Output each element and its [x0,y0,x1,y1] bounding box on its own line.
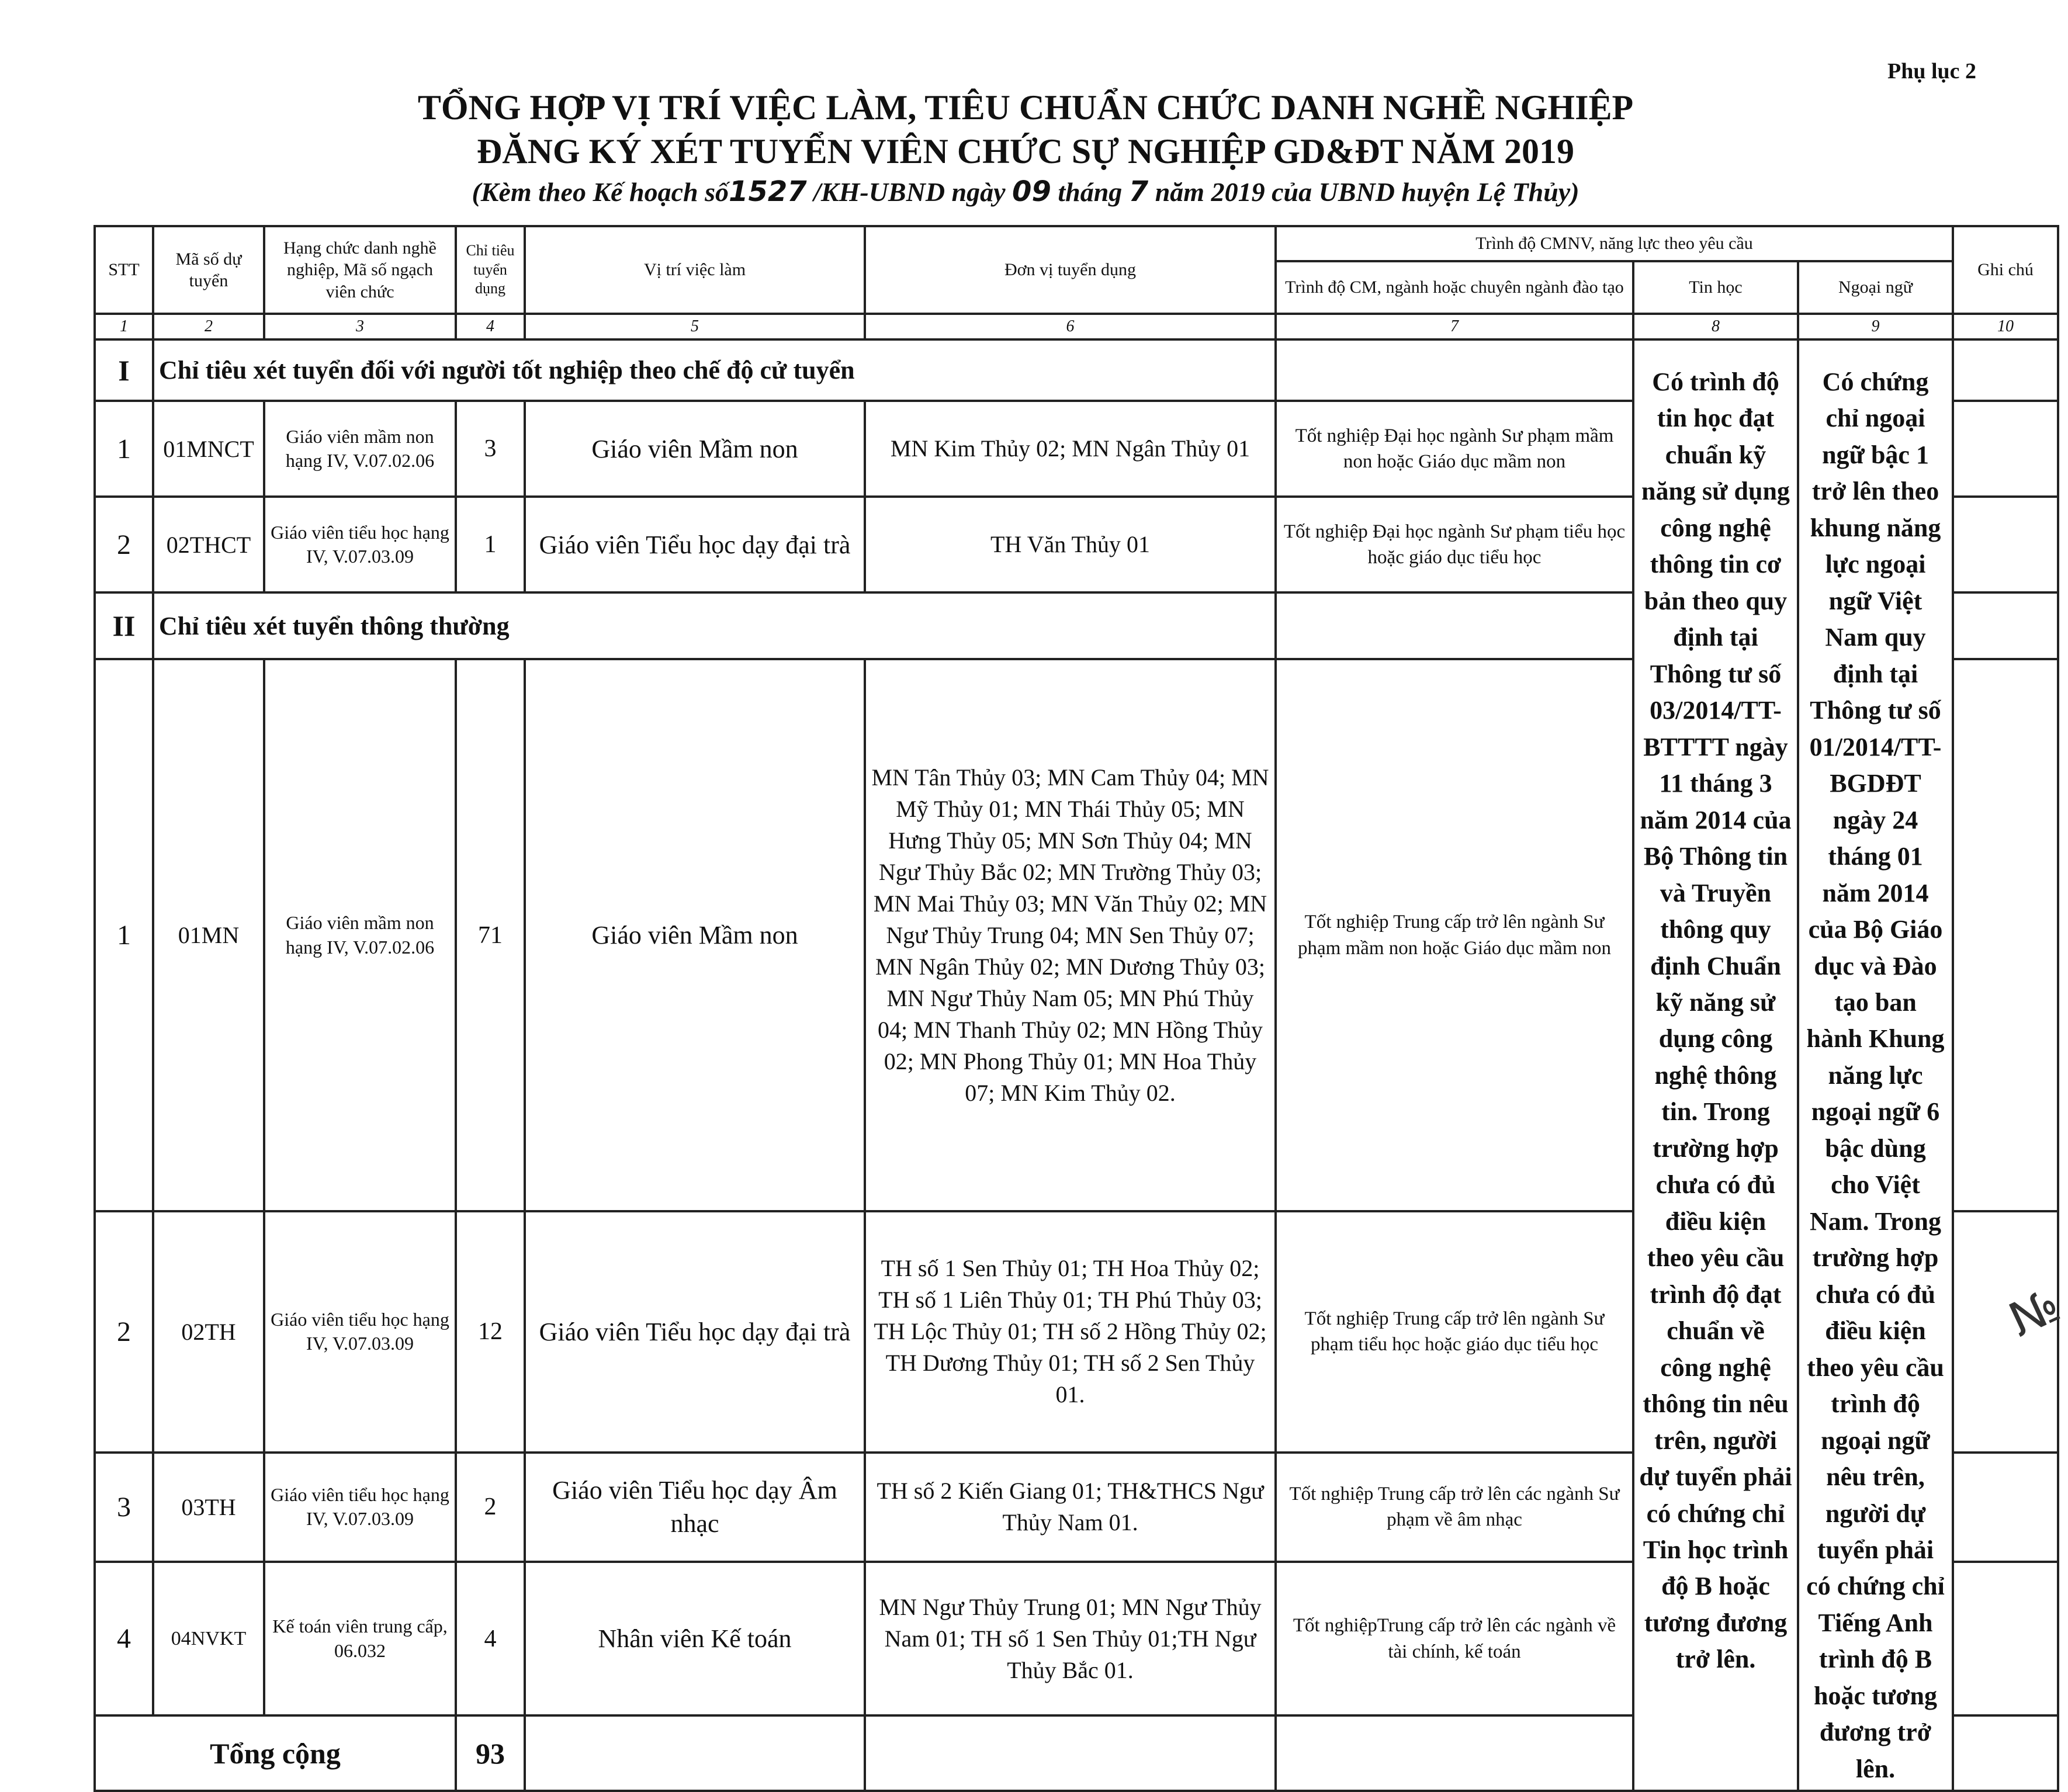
language-requirement: Có chứng chỉ ngoại ngữ bậc 1 trở lên theo khung năng lực ngoại ngữ Việt Nam quy định tại Thông tư số 01/2014/TT-BGDĐT ngày 24 tháng 01 năm 2014 của Bộ Giáo dục và Đào tạo ban hành Khung năng lực ngoại ngữ 6 bậc dùng cho Việt Nam. Trong trường hợp chưa có đủ điều kiện theo yêu cầu trình độ ngoại ngữ nêu trên, người dự tuyển phải có chứng chỉ Tiếng Anh trình độ B hoặc tương đương trở lên. [1798,339,1953,1791]
header-it: Tin học [1633,261,1798,314]
row-unit: TH số 2 Kiến Giang 01; TH&THCS Ngư Thủy Nam 01. [865,1453,1276,1562]
row-quota: 3 [456,401,525,497]
row-note [1953,659,2058,1211]
row-quota: 1 [456,497,525,592]
row-rank: Kế toán viên trung cấp, 06.032 [264,1562,456,1716]
col-index: 7 [1276,314,1633,339]
empty-cell [1276,1715,1633,1791]
signature-mark: № [2001,1277,2068,1348]
col-index: 9 [1798,314,1953,339]
row-quota: 71 [456,659,525,1211]
row-quota: 12 [456,1211,525,1453]
row-position: Giáo viên Mầm non [525,659,865,1211]
empty-cell [1953,592,2058,659]
subtitle-mid2: tháng [1058,177,1123,207]
row-note [1953,401,2058,497]
row-note [1953,497,2058,592]
col-index: 6 [865,314,1276,339]
row-unit: MN Tân Thủy 03; MN Cam Thủy 04; MN Mỹ Thủy 01; MN Thái Thủy 05; MN Hưng Thủy 05; MN Sơn Thủy 04; MN Ngư Thủy Bắc 02; MN Trường Thủy 03; MN Mai Thủy 03; MN Văn Thủy 02; MN Ngư Thủy Trung 04; MN Sen Thủy 07; MN Ngân Thủy 02; MN Dương Thủy 03; MN Ngư Thủy Nam 05; MN Phú Thủy 04; MN Thanh Thủy 02; MN Hồng Thủy 02; MN Phong Thủy 01; MN Hoa Thủy 07; MN Kim Thủy 02. [865,659,1276,1211]
col-index: 2 [153,314,264,339]
row-stt: 2 [95,1211,153,1453]
col-index: 5 [525,314,865,339]
subtitle-prefix: (Kèm theo Kế hoạch số [472,177,729,207]
row-unit: TH số 1 Sen Thủy 01; TH Hoa Thủy 02; TH số 1 Liên Thủy 01; TH Phú Thủy 03; TH Lộc Thủy 01; TH số 2 Hồng Thủy 02; TH Dương Thủy 01; TH số 2 Sen Thủy 01. [865,1211,1276,1453]
header-degree: Trình độ CM, ngành hoặc chuyên ngành đào tạo [1276,261,1633,314]
plan-day: 09 [1012,175,1051,208]
header-stt: STT [95,226,153,314]
it-requirement: Có trình độ tin học đạt chuẩn kỹ năng sử dụng công nghệ thông tin cơ bản theo quy định tại Thông tư số 03/2014/TT-BTTTT ngày 11 tháng 3 năm 2014 của Bộ Thông tin và Truyền thông quy định Chuẩn kỹ năng sử dụng công nghệ thông tin. Trong trường hợp chưa có đủ điều kiện theo yêu cầu trình độ đạt chuẩn về công nghệ thông tin nêu trên, người dự tuyển phải có chứng chỉ Tin học trình độ B hoặc tương đương trở lên. [1633,339,1798,1791]
col-index: 3 [264,314,456,339]
header-quota: Chỉ tiêu tuyển dụng [456,226,525,314]
document-title-line2: ĐĂNG KÝ XÉT TUYỂN VIÊN CHỨC SỰ NGHIỆP GD&ĐT NĂM 2019 [477,132,1574,171]
row-rank: Giáo viên tiểu học hạng IV, V.07.03.09 [264,497,456,592]
appendix-label: Phụ lục 2 [1887,59,1977,84]
total-label: Tổng cộng [95,1715,456,1791]
row-stt: 1 [95,659,153,1211]
row-rank: Giáo viên mầm non hạng IV, V.07.02.06 [264,659,456,1211]
row-degree: Tốt nghiệp Trung cấp trở lên các ngành Sư phạm về âm nhạc [1276,1453,1633,1562]
section-row [95,339,2058,401]
header-position: Vị trí việc làm [525,226,865,314]
plan-month: 7 [1128,175,1149,208]
col-index: 1 [95,314,153,339]
row-unit: MN Ngư Thủy Trung 01; MN Ngư Thủy Nam 01; TH số 1 Sen Thủy 01;TH Ngư Thủy Bắc 01. [865,1562,1276,1716]
row-code: 02TH [153,1211,264,1453]
col-index: 10 [1953,314,2058,339]
subtitle-mid1: /KH-UBND ngày [813,177,1006,207]
row-position: Giáo viên Tiểu học dạy đại trà [525,497,865,592]
row-code: 03TH [153,1453,264,1562]
row-unit: TH Văn Thủy 01 [865,497,1276,592]
empty-cell [1276,592,1633,659]
header-language: Ngoại ngữ [1798,261,1953,314]
row-degree: Tốt nghiệp Trung cấp trở lên ngành Sư phạm tiểu học hoặc giáo dục tiểu học [1276,1211,1633,1453]
empty-cell [865,1715,1276,1791]
row-stt: 4 [95,1562,153,1716]
row-note [1953,1562,2058,1716]
section-number: I [95,339,153,401]
row-position: Giáo viên Tiểu học dạy đại trà [525,1211,865,1453]
row-position: Giáo viên Tiểu học dạy Âm nhạc [525,1453,865,1562]
header-note: Ghi chú [1953,226,2058,314]
header-code: Mã số dự tuyển [153,226,264,314]
col-index: 4 [456,314,525,339]
row-degree: Tốt nghiệp Đại học ngành Sư phạm mầm non hoặc Giáo dục mầm non [1276,401,1633,497]
empty-cell [1276,339,1633,401]
row-stt: 3 [95,1453,153,1562]
row-code: 01MNCT [153,401,264,497]
empty-cell [1953,1715,2058,1791]
row-stt: 2 [95,497,153,592]
row-degree: Tốt nghiệpTrung cấp trở lên các ngành về tài chính, kế toán [1276,1562,1633,1716]
header-unit: Đơn vị tuyển dụng [865,226,1276,314]
row-unit: MN Kim Thủy 02; MN Ngân Thủy 01 [865,401,1276,497]
row-code: 02THCT [153,497,264,592]
row-rank: Giáo viên tiểu học hạng IV, V.07.03.09 [264,1453,456,1562]
section-number: II [95,592,153,659]
header-qualification-group: Trình độ CMNV, năng lực theo yêu cầu [1276,226,1953,261]
row-rank: Giáo viên tiểu học hạng IV, V.07.03.09 [264,1211,456,1453]
recruitment-table [93,225,2059,1792]
col-index: 8 [1633,314,1798,339]
row-rank: Giáo viên mầm non hạng IV, V.07.02.06 [264,401,456,497]
plan-number: 1527 [729,175,807,208]
row-note [1953,1453,2058,1562]
row-position: Nhân viên Kế toán [525,1562,865,1716]
row-stt: 1 [95,401,153,497]
row-degree: Tốt nghiệp Trung cấp trở lên ngành Sư phạm mầm non hoặc Giáo dục mầm non [1276,659,1633,1211]
row-code: 01MN [153,659,264,1211]
subtitle-suffix: năm 2019 của UBND huyện Lệ Thủy) [1155,177,1579,207]
header-rank: Hạng chức danh nghề nghiệp, Mã số ngạch viên chức [264,226,456,314]
row-quota: 4 [456,1562,525,1716]
document-subtitle [0,175,2051,208]
total-value: 93 [456,1715,525,1791]
row-code: 04NVKT [153,1562,264,1716]
empty-cell [525,1715,865,1791]
empty-cell [1953,339,2058,401]
section-label: Chỉ tiêu xét tuyển đối với người tốt nghiệp theo chế độ cử tuyển [153,339,1276,401]
row-degree: Tốt nghiệp Đại học ngành Sư phạm tiểu học hoặc giáo dục tiểu học [1276,497,1633,592]
section-label: Chỉ tiêu xét tuyển thông thường [153,592,1276,659]
row-quota: 2 [456,1453,525,1562]
row-position: Giáo viên Mầm non [525,401,865,497]
document-title-line1: TỔNG HỢP VỊ TRÍ VIỆC LÀM, TIÊU CHUẨN CHỨC DANH NGHỀ NGHIỆP [417,88,1634,127]
